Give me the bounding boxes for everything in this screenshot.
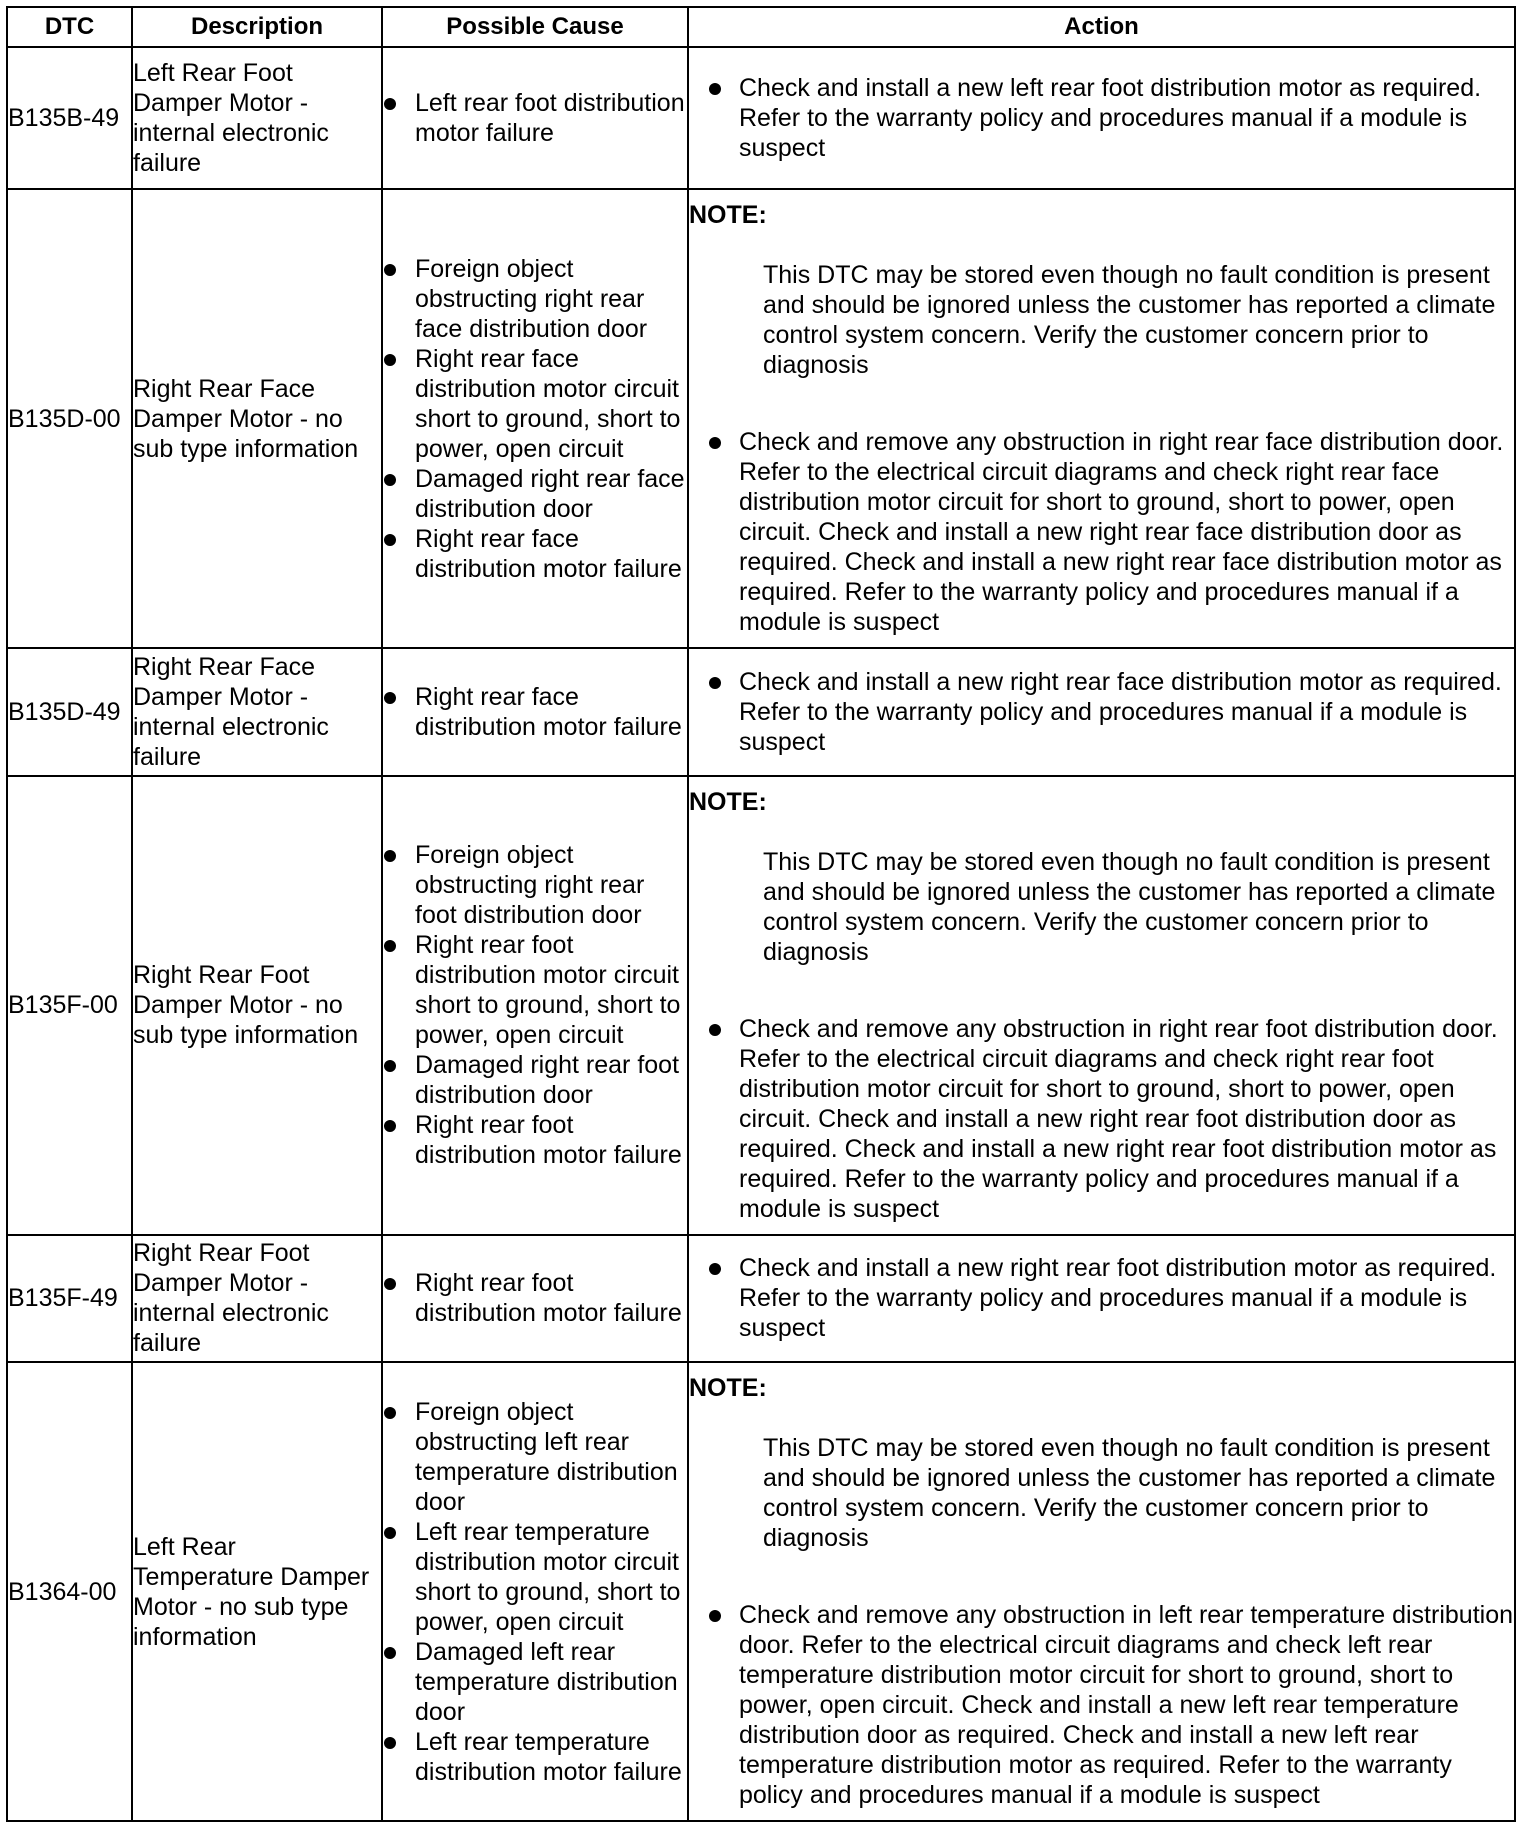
cause-item: Right rear foot distribution motor failure — [383, 1268, 687, 1328]
header-row — [7, 7, 1515, 47]
cause-item: Damaged right rear face distribution door — [383, 464, 687, 524]
dtc-code: B135B-49 — [7, 47, 132, 189]
cause-item: Right rear face distribution motor failure — [383, 524, 687, 584]
table-row — [7, 776, 1515, 1235]
action-list — [689, 73, 1514, 163]
note-text: This DTC may be stored even though no fault condition is present and should be ignored unless the customer has reported a climate control system concern. Verify the customer concern prior to diagnosis — [763, 261, 1496, 380]
dtc-description: Right Rear Face Damper Motor - internal electronic failure — [132, 648, 382, 776]
table-row — [7, 1235, 1515, 1363]
cause-item: Right rear face distribution motor circuit short to ground, short to power, open circuit — [383, 344, 687, 464]
action-list — [689, 427, 1514, 637]
table-row — [7, 189, 1515, 648]
table-body — [7, 47, 1515, 1821]
action-item: Check and install a new left rear foot distribution motor as required. Refer to the warranty policy and procedures manual if a module is suspect — [689, 73, 1514, 163]
action-item: Check and install a new right rear foot distribution motor as required. Refer to the warranty policy and procedures manual if a module is suspect — [689, 1253, 1514, 1343]
cause-list — [383, 1397, 687, 1787]
dtc-description: Right Rear Foot Damper Motor - no sub type information — [132, 776, 382, 1235]
action-item: Check and remove any obstruction in left rear temperature distribution door. Refer to the electrical circuit diagrams and check left rear temperature distribution motor circuit for short to ground, short to power, open circuit. Check and install a new left rear temperature distribution door as required. Check and install a new left rear temperature distribution motor as required. Refer to the warranty policy and procedures manual if a module is suspect — [689, 1600, 1514, 1810]
header-description: Description — [132, 7, 382, 47]
note-label: NOTE: — [689, 201, 767, 230]
header-action: Action — [688, 7, 1515, 47]
table-row — [7, 1362, 1515, 1821]
note-label: NOTE: — [689, 787, 767, 816]
action-cell — [688, 776, 1515, 1235]
cause-item: Left rear foot distribution motor failure — [383, 88, 687, 148]
action-item: Check and remove any obstruction in right rear foot distribution door. Refer to the electrical circuit diagrams and check right rear foot distribution motor circuit for short to ground, short to power, open circuit. Check and install a new right rear foot distribution door as required. Check and install a new right rear foot distribution motor as required. Refer to the warranty policy and procedures manual if a module is suspect — [689, 1014, 1514, 1224]
action-list — [689, 1253, 1514, 1343]
note-label: NOTE: — [689, 1374, 767, 1403]
cause-item: Damaged right rear foot distribution door — [383, 1050, 687, 1110]
note-text: This DTC may be stored even though no fault condition is present and should be ignored unless the customer has reported a climate control system concern. Verify the customer concern prior to diagnosis — [763, 1434, 1496, 1553]
dtc-description: Right Rear Face Damper Motor - no sub type information — [132, 189, 382, 648]
possible-cause-cell — [382, 189, 688, 648]
action-cell — [688, 189, 1515, 648]
cause-item: Left rear temperature distribution motor circuit short to ground, short to power, open circuit — [383, 1517, 687, 1637]
action-item: Check and install a new right rear face distribution motor as required. Refer to the warranty policy and procedures manual if a module is suspect — [689, 667, 1514, 757]
dtc-code: B135F-00 — [7, 776, 132, 1235]
action-cell — [688, 1235, 1515, 1363]
possible-cause-cell — [382, 648, 688, 776]
possible-cause-cell — [382, 47, 688, 189]
note-text: This DTC may be stored even though no fault condition is present and should be ignored unless the customer has reported a climate control system concern. Verify the customer concern prior to diagnosis — [763, 847, 1496, 966]
possible-cause-cell — [382, 1362, 688, 1821]
cause-list — [383, 1268, 687, 1328]
dtc-description: Right Rear Foot Damper Motor - internal electronic failure — [132, 1235, 382, 1363]
dtc-code: B135D-00 — [7, 189, 132, 648]
cause-item: Right rear foot distribution motor failure — [383, 1110, 687, 1170]
action-item: Check and remove any obstruction in right rear face distribution door. Refer to the electrical circuit diagrams and check right rear face distribution motor circuit for short to ground, short to power, open circuit. Check and install a new right rear face distribution door as required. Check and install a new right rear face distribution motor as required. Refer to the warranty policy and procedures manual if a module is suspect — [689, 427, 1514, 637]
cause-item: Left rear temperature distribution motor failure — [383, 1727, 687, 1787]
dtc-description: Left Rear Temperature Damper Motor - no sub type information — [132, 1362, 382, 1821]
action-list — [689, 1014, 1514, 1224]
table-row — [7, 648, 1515, 776]
cause-list — [383, 682, 687, 742]
cause-item: Foreign object obstructing right rear face distribution door — [383, 254, 687, 344]
cause-item: Right rear foot distribution motor circuit short to ground, short to power, open circuit — [383, 930, 687, 1050]
dtc-description: Left Rear Foot Damper Motor - internal electronic failure — [132, 47, 382, 189]
action-cell — [688, 648, 1515, 776]
action-cell — [688, 47, 1515, 189]
dtc-table — [6, 6, 1516, 1822]
action-list — [689, 667, 1514, 757]
possible-cause-cell — [382, 776, 688, 1235]
dtc-code: B1364-00 — [7, 1362, 132, 1821]
dtc-code: B135D-49 — [7, 648, 132, 776]
cause-list — [383, 840, 687, 1170]
action-list — [689, 1600, 1514, 1810]
cause-list — [383, 254, 687, 584]
cause-item: Foreign object obstructing left rear temperature distribution door — [383, 1397, 687, 1517]
table-row — [7, 47, 1515, 189]
action-cell — [688, 1362, 1515, 1821]
possible-cause-cell — [382, 1235, 688, 1363]
cause-item: Damaged left rear temperature distribution door — [383, 1637, 687, 1727]
cause-item: Foreign object obstructing right rear foot distribution door — [383, 840, 687, 930]
header-possible-cause: Possible Cause — [382, 7, 688, 47]
dtc-code: B135F-49 — [7, 1235, 132, 1363]
cause-list — [383, 88, 687, 148]
cause-item: Right rear face distribution motor failure — [383, 682, 687, 742]
header-dtc: DTC — [7, 7, 132, 47]
